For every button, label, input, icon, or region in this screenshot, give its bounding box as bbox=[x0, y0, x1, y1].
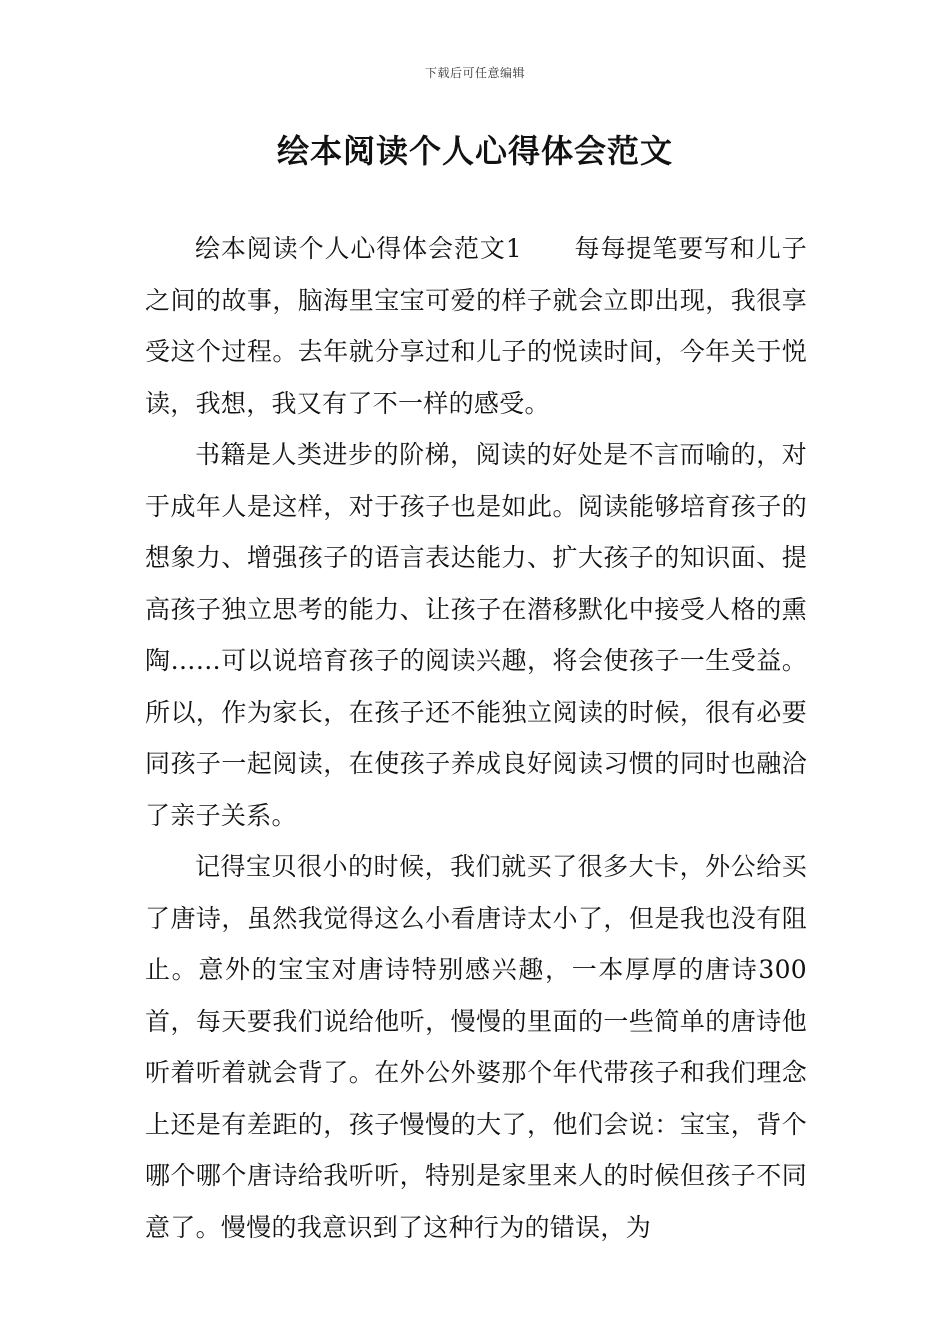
document-title: 绘本阅读个人心得体会范文 bbox=[276, 132, 673, 170]
paragraph-1 bbox=[145, 223, 807, 429]
document-body bbox=[145, 223, 807, 1253]
paragraph-2: 书籍是人类进步的阶梯，阅读的好处是不言而喻的，对于成年人是这样，对于孩子也是如此。阅读能够培育孩子的想象力、增强孩子的语言表达能力、扩大孩子的知识面、提高孩子独立思考的能力、让孩子在潜移默化中接受人格的熏陶……可以说培育孩子的阅读兴趣，将会使孩子一生受益。所以，作为家长，在孩子还不能独立阅读的时候，很有必要同孩子一起阅读，在使孩子养成良好阅读习惯的同时也融洽了亲子关系。 bbox=[145, 440, 807, 830]
paragraph-1-text: 每每提笔要写和儿子之间的故事，脑海里宝宝可爱的样子就会立即出现，我很享受这个过程。去年就分享过和儿子的悦读时间，今年关于悦读，我想，我又有了不一样的感受。 bbox=[145, 234, 808, 418]
header-note: 下载后可任意编辑 bbox=[424, 66, 525, 80]
paragraph-3: 记得宝贝很小的时候，我们就买了很多大卡，外公给买了唐诗，虽然我觉得这么小看唐诗太小了，但是我也没有阻止。意外的宝宝对唐诗特别感兴趣，一本厚厚的唐诗300首，每天要我们说给他听，慢慢的里面的一些简单的唐诗他听着听着就会背了。在外公外婆那个年代带孩子和我们理念上还是有差距的，孩子慢慢的大了，他们会说：宝宝，背个哪个哪个唐诗给我听听，特别是家里来人的时候但孩子不同意了。慢慢的我意识到了这种行为的错误，为 bbox=[145, 852, 807, 1242]
paragraph-1-lead: 绘本阅读个人心得体会范文1 bbox=[195, 234, 522, 263]
